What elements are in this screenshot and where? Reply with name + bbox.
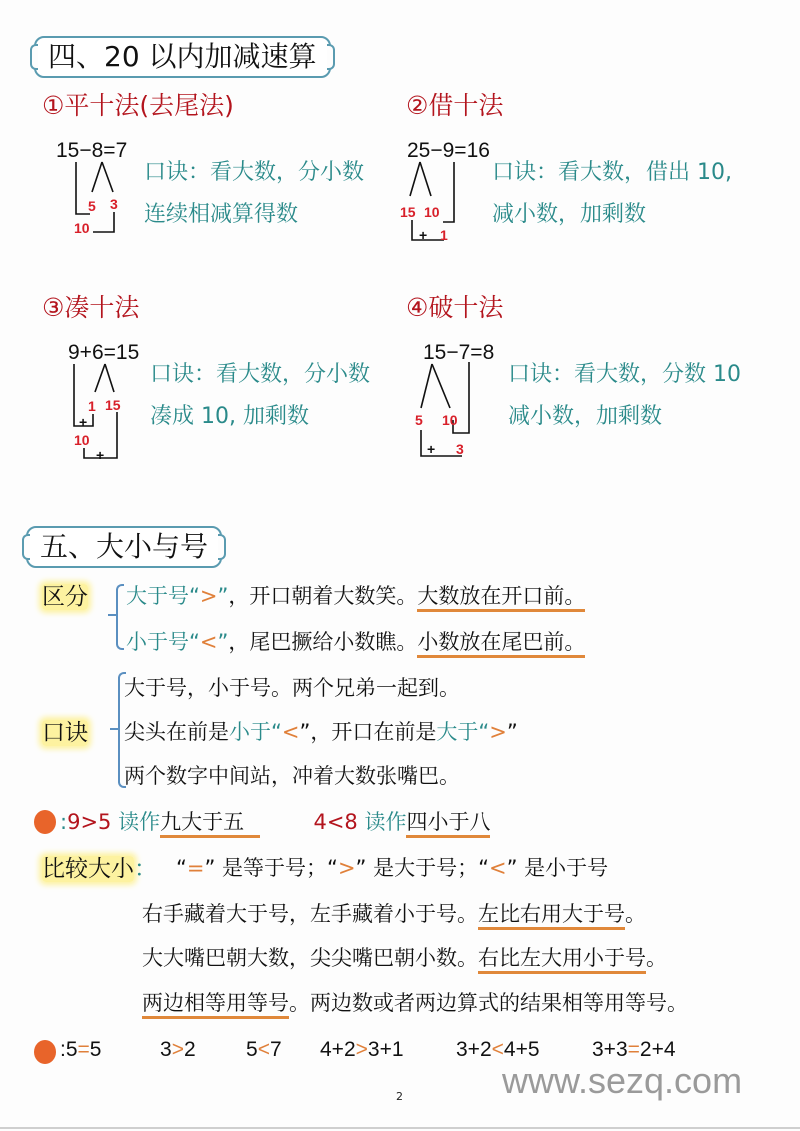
method-3-num: 10 [74, 432, 90, 448]
method-1-num: 3 [110, 196, 118, 212]
compare-line-2: 大大嘴巴朝大数，尖尖嘴巴朝小数。右比左大用小于号。 [142, 942, 667, 972]
compare-definition: “=” 是等于号；“>” 是大于号；“<” 是小于号 [176, 856, 609, 880]
orange-fruit-icon [34, 1040, 56, 1064]
example-2-item: 4+2>3+1 [320, 1038, 404, 1061]
distinguish-brace-tick [108, 614, 116, 616]
method-2-num: 15 [400, 204, 416, 220]
method-2-num: 1 [440, 227, 448, 243]
orange-fruit-icon [34, 810, 56, 834]
method-2-num: 10 [424, 204, 440, 220]
distinguish-line-1: 大于号“>”，开口朝着大数笑。大数放在开口前。 [126, 580, 585, 610]
distinguish-line-2: 小于号“<”，尾巴撅给小数瞧。小数放在尾巴前。 [126, 626, 585, 656]
method-2-rhyme: 口诀：看大数，借出 10, 减小数，加剩数 [492, 160, 732, 227]
method-3-num: 15 [105, 397, 121, 413]
compare-line-3: 两边相等用等号。两边数或者两边算式的结果相等用等号。 [142, 987, 688, 1017]
mnemonic-label: 口诀 [42, 720, 88, 746]
method-4-plus: + [427, 441, 436, 457]
page-number: 2 [396, 1090, 403, 1103]
mnemonic-line-3: 两个数字中间站，冲着大数张嘴巴。 [124, 764, 460, 788]
example-2-item: 3+3=2+4 [592, 1038, 676, 1061]
method-3-equation: 9+6=15 [68, 341, 140, 364]
method-3-plus: + [96, 447, 105, 463]
page-bottom-divider [0, 1127, 800, 1129]
watermark: www.sezq.com [502, 1060, 743, 1101]
method-2-equation: 25−9=16 [407, 139, 490, 162]
method-1-title: ①平十法(去尾法) [42, 91, 234, 120]
mnemonic-line-2: 尖头在前是小于“<”，开口在前是大于“>” [124, 720, 518, 744]
method-4-equation: 15−7=8 [423, 341, 495, 364]
method-2-title: ②借十法 [406, 91, 504, 120]
section-4-title: 四、20 以内加减速算 [34, 36, 331, 78]
method-1-num: 5 [88, 198, 96, 214]
method-3-plus: + [79, 414, 88, 430]
method-1-num: 10 [74, 220, 90, 236]
method-4-num: 10 [442, 412, 458, 428]
method-1-rhyme: 口诀：看大数，分小数 连续相减算得数 [144, 160, 365, 227]
method-3-num: 1 [88, 398, 96, 414]
method-3-title: ③凑十法 [42, 293, 140, 322]
mnemonic-line-1: 大于号，小于号。两个兄弟一起到。 [124, 676, 460, 700]
method-4-num: 5 [415, 412, 423, 428]
method-3-rhyme: 口诀：看大数，分小数 凑成 10, 加剩数 [150, 362, 371, 429]
method-4-rhyme: 口诀：看大数，分数 10 减小数，加剩数 [508, 362, 741, 429]
method-4-num: 3 [456, 441, 464, 457]
section-5-title: 五、大小与号 [26, 526, 222, 568]
example-1: :9>5 读作九大于五 4<8 读作四小于八 [60, 806, 490, 836]
compare-label: 比较大小： [42, 856, 157, 882]
example-2: :5=5 [60, 1038, 102, 1061]
method-1-equation: 15−8=7 [56, 139, 128, 162]
method-2-plus: + [419, 227, 428, 243]
mnemonic-brace-tick [110, 728, 118, 730]
example-2-item: 5<7 [246, 1038, 282, 1061]
method-4-title: ④破十法 [406, 293, 504, 322]
example-2-item: 3+2<4+5 [456, 1038, 540, 1061]
example-2-item: 3>2 [160, 1038, 196, 1061]
compare-line-1: 右手藏着大于号，左手藏着小于号。左比右用大于号。 [142, 898, 646, 928]
distinguish-label: 区分 [42, 584, 88, 610]
distinguish-brace [116, 584, 124, 650]
